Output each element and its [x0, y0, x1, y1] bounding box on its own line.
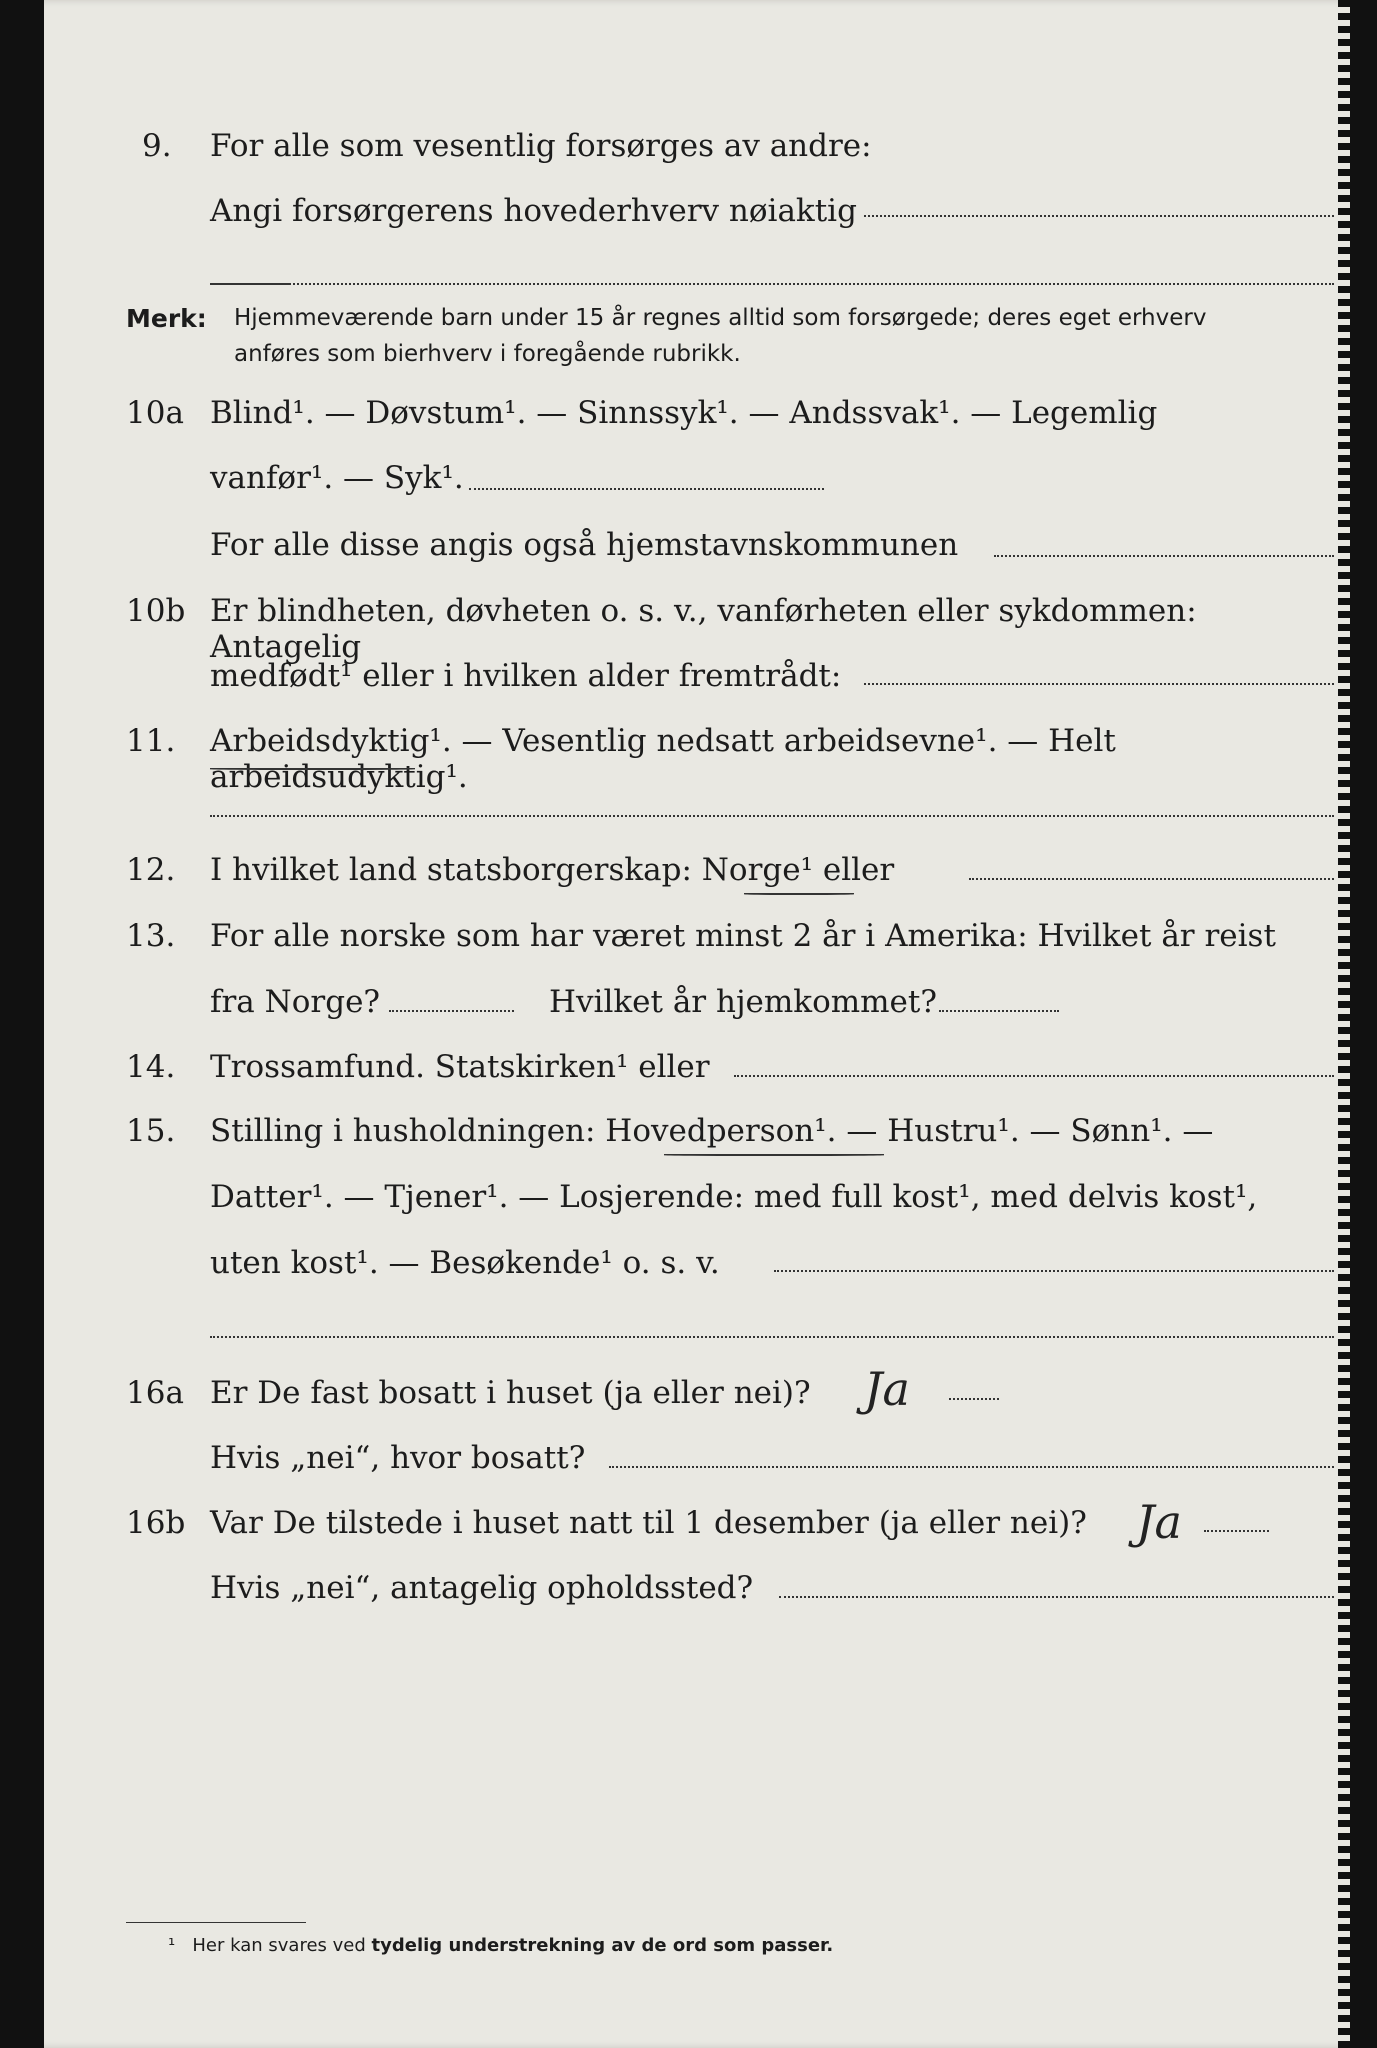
- q12-line1: I hvilket land statsborgerskap: Norge¹ eller: [210, 852, 895, 888]
- q15-handwritten-underline: [664, 1154, 884, 1156]
- q15-answer-line-2: [210, 1336, 1334, 1338]
- perforated-edge: [1338, 0, 1350, 2048]
- q15-line1: Stilling i husholdningen: Hovedperson¹. — Hustru¹. — Sønn¹. —: [210, 1113, 1214, 1149]
- footnote-mark: ¹: [168, 1935, 176, 1956]
- q15-number: 15.: [126, 1113, 176, 1149]
- q10a-hjemstavn-line: [994, 555, 1334, 557]
- merk-line1: Hjemmeværende barn under 15 år regnes alltid som forsørgede; deres eget erhverv: [234, 305, 1207, 331]
- q14-answer-line: [734, 1075, 1334, 1077]
- q12-number: 12.: [126, 852, 176, 888]
- q11-number: 11.: [126, 723, 176, 759]
- q9-answer-line-2: [210, 283, 1334, 285]
- q10a-number: 10a: [126, 395, 184, 431]
- q10a-line1: Blind¹. — Døvstum¹. — Sinnssyk¹. — Andssvak¹. — Legemlig: [210, 395, 1158, 431]
- q13-line2b: Hvilket år hjemkommet?: [549, 984, 937, 1020]
- q16b-number: 16b: [126, 1505, 186, 1541]
- q12-handwritten-underline: [744, 893, 854, 895]
- q10b-line1: Er blindheten, døvheten o. s. v., vanførheten eller sykdommen: Antagelig: [210, 593, 1197, 665]
- q13-line2a: fra Norge?: [210, 984, 381, 1020]
- q16b-handwritten-answer: Ja: [1136, 1495, 1182, 1549]
- q13-line1: For alle norske som har været minst 2 år i Amerika: Hvilket år reist: [210, 918, 1276, 954]
- q16a-bosatt-line: [609, 1466, 1334, 1468]
- q11-line1: Arbeidsdyktig¹. — Vesentlig nedsatt arbeidsevne¹. — Helt arbeidsudyktig¹.: [210, 723, 1116, 795]
- q10b-number: 10b: [126, 593, 186, 629]
- merk-line2: anføres som bierhverv i foregående rubrikk.: [234, 341, 741, 367]
- q9-number: 9.: [142, 128, 172, 164]
- q16b-line2: Hvis „nei“, antagelig opholdssted?: [210, 1570, 754, 1606]
- footnote-text-plain: Her kan svares ved: [192, 1935, 366, 1956]
- q11-answer-line: [210, 815, 1334, 817]
- q13-reist-line: [389, 1010, 514, 1012]
- footnote-text-bold: tydelig understrekning av de ord som passer.: [371, 1935, 834, 1956]
- q14-number: 14.: [126, 1049, 176, 1085]
- q10b-answer-line: [864, 683, 1334, 685]
- q14-line1: Trossamfund. Statskirken¹ eller: [210, 1049, 710, 1085]
- q15-line3: uten kost¹. — Besøkende¹ o. s. v.: [210, 1245, 720, 1281]
- q9-answer-line: [864, 215, 1334, 217]
- q9-mark-line: [210, 283, 290, 285]
- q16a-line1: Er De fast bosatt i huset (ja eller nei)?: [210, 1375, 811, 1411]
- q16b-opholdssted-line: [779, 1596, 1334, 1598]
- q12-answer-line: [969, 878, 1334, 880]
- q16b-answer-line: [1204, 1530, 1269, 1532]
- q16a-handwritten-answer: Ja: [864, 1362, 910, 1416]
- footnote: [168, 1935, 833, 1956]
- q9-line2: Angi forsørgerens hovederhverv nøiaktig: [210, 193, 857, 229]
- q16a-number: 16a: [126, 1375, 184, 1411]
- merk-label: Merk:: [126, 304, 207, 333]
- q15-answer-line: [774, 1270, 1334, 1272]
- q9-line1: For alle som vesentlig forsørges av andre:: [210, 128, 872, 164]
- q10a-answer-line: [469, 488, 824, 490]
- census-form-page: [44, 0, 1350, 2048]
- q11-handwritten-underline: [210, 768, 415, 770]
- q16a-line2: Hvis „nei“, hvor bosatt?: [210, 1440, 586, 1476]
- q16a-answer-line: [949, 1398, 999, 1400]
- footnote-rule: [126, 1922, 306, 1923]
- q16b-line1: Var De tilstede i huset natt til 1 desember (ja eller nei)?: [210, 1505, 1087, 1541]
- q13-number: 13.: [126, 918, 176, 954]
- q13-hjemkommet-line: [939, 1010, 1059, 1012]
- q15-line2: Datter¹. — Tjener¹. — Losjerende: med full kost¹, med delvis kost¹,: [210, 1179, 1258, 1215]
- q10a-line3: For alle disse angis også hjemstavnskommunen: [210, 527, 959, 563]
- q10a-line2: vanfør¹. — Syk¹.: [210, 460, 464, 496]
- q10b-line2: medfødt¹ eller i hvilken alder fremtrådt:: [210, 658, 842, 694]
